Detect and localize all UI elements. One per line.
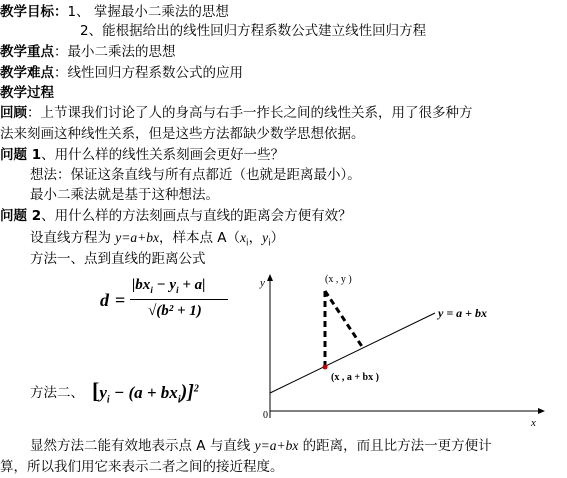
regression-diagram (255, 268, 555, 428)
numerator-part-3: + a| (178, 277, 206, 293)
setup-prefix: 设直线方程为 (30, 230, 116, 246)
squared-residual-formula: $[y_i - (a + bx_i)]^2$ (92, 378, 199, 406)
setup-middle: ，样本点 A（ (159, 230, 241, 246)
formula-numerator: $|bx_i - y_i + a|$ (132, 277, 206, 295)
question-2-row (0, 207, 352, 225)
numerator-part-1: |bx (132, 277, 151, 293)
y-axis-label: y (260, 277, 265, 289)
formula-denominator: √(b² + 1) (148, 303, 202, 319)
regression-line-label: y = a + bx (438, 306, 488, 320)
y-axis-arrow (267, 274, 273, 281)
goals-label: 教学目标 (0, 4, 54, 20)
goals-row-2 (80, 22, 426, 40)
formula2-exponent: 2 (193, 383, 199, 395)
formula2-y: y (99, 383, 107, 402)
key-point-row (0, 43, 176, 61)
question-2-setup: 设直线方程为 y=a+bx，样本点 $A(x_i$，$y_i$） (30, 230, 285, 249)
formula2-middle: − (a + bx (109, 383, 178, 402)
origin-label: 0 (263, 410, 268, 421)
goals-colon: ： (54, 4, 68, 20)
formula2-open: [ (92, 378, 100, 403)
question-1-row (0, 146, 284, 164)
x-axis-label: x (531, 417, 536, 428)
review-line-1: ：上节课我们讨论了人的身高与右手一拃长之间的线性关系，用了很多种方 (27, 105, 473, 121)
conclusion-suffix: 的距离，而且比方法一更方便计 (298, 438, 492, 454)
fraction-bar (130, 299, 228, 300)
numerator-part-2: − y (152, 277, 177, 293)
key-point-text: ：最小二乘法的思想 (54, 44, 176, 60)
sample-point-label: (x , y ) (325, 274, 352, 285)
method-1-label: 方法一、点到直线的距离公式 (30, 251, 206, 267)
question-2-label: 问题 2 (0, 208, 42, 224)
method-2-label: 方法二、 (30, 385, 84, 401)
difficulty-label: 教学难点 (0, 65, 54, 81)
setup-point-y: y (262, 230, 269, 245)
formula-equals: = (115, 290, 126, 310)
foot-point (323, 365, 328, 370)
goals-row-1 (0, 3, 229, 21)
goals-item-2: 2、能根据给出的线性回归方程系数公式建立线性回归方程 (80, 23, 427, 39)
goals-item-1: 1、 掌握最小二乘法的思想 (67, 4, 229, 20)
formula2-close: )] (180, 381, 194, 403)
difficulty-text: ：线性回归方程系数公式的应用 (54, 65, 243, 81)
setup-point-x: x (240, 230, 247, 245)
setup-separator: ， (248, 230, 263, 246)
question-1-label: 问题 1 (0, 147, 42, 163)
conclusion-prefix: 显然方法二能有效地表示点 A 与直线 (30, 438, 255, 454)
distance-formula (100, 275, 250, 335)
review-row-2: 法来刻画这种线性关系，但是这些方法都缺少数学思想依据。 (0, 126, 365, 142)
process-heading: 教学过程 (0, 85, 54, 101)
difficulty-row (0, 64, 243, 82)
setup-equation: y=a+bx (115, 230, 160, 245)
question-1-text: 、用什么样的线性关系刻画会更好一些？ (41, 147, 285, 163)
review-label: 回顾 (0, 105, 27, 121)
x-axis-arrow (538, 408, 545, 414)
question-2-text: 、用什么样的方法刻画点与直线的距离会方便有效？ (41, 208, 352, 224)
perpendicular-distance (325, 291, 363, 348)
question-1-basis: 最小二乘法就是基于这种想法。 (30, 187, 219, 203)
key-point-label: 教学重点 (0, 44, 54, 60)
formula-lhs: d (100, 290, 109, 310)
setup-end: ） (270, 230, 285, 246)
foot-point-label: (x , a + bx ) (331, 372, 379, 383)
question-1-idea: 想法：保证这条直线与所有点都近（也就是距离最小）。 (30, 167, 361, 183)
conclusion-equation: y=a+bx (254, 438, 299, 453)
conclusion-row-1 (30, 437, 492, 455)
conclusion-row-2: 算，所以我们用它来表示二者之间的接近程度。 (0, 459, 284, 475)
review-row-1 (0, 104, 473, 122)
